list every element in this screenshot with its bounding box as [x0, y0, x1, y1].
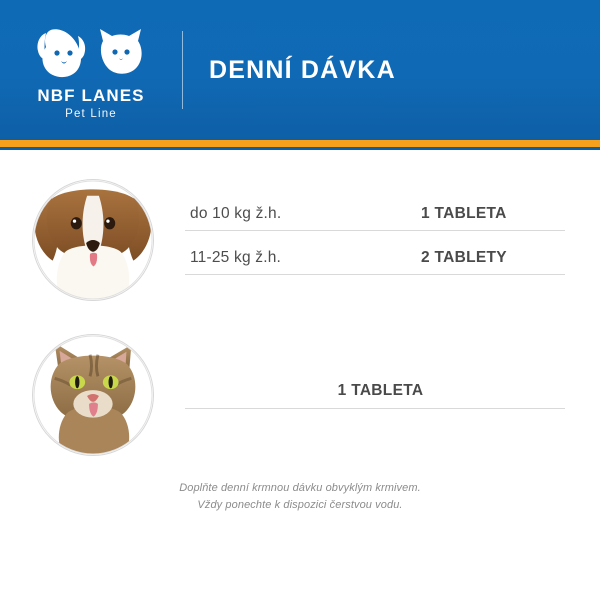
- page-title: DENNÍ DÁVKA: [209, 55, 396, 84]
- dose-row: [185, 205, 565, 231]
- footnote: [0, 480, 600, 514]
- brand-tagline: Pet Line: [65, 107, 117, 120]
- brand-logo: [0, 0, 182, 140]
- dog-dose-list: [185, 205, 600, 275]
- footnote-line-1: Doplňte denní krmnou dávku obvyklým krmivem.: [179, 482, 421, 494]
- footnote-line-2: Vždy ponechte k dispozici čerstvou vodu.: [197, 499, 403, 512]
- dosing-section: [0, 150, 600, 600]
- cat-avatar-column: [0, 334, 185, 456]
- cat-dose-list: [185, 382, 600, 409]
- dog-and-cat-heads-icon: [31, 27, 151, 81]
- dose-amount: 1 TABLETA: [421, 205, 507, 222]
- dose-amount: 2 TABLETY: [421, 249, 507, 266]
- header: [0, 0, 600, 140]
- cat-photo-circle: [32, 334, 154, 456]
- dog-dosing-row: [0, 170, 600, 310]
- dose-row: [185, 249, 565, 275]
- dose-weight: do 10 kg ž.h.: [190, 205, 282, 222]
- brand-name: NBF LANES: [37, 85, 145, 105]
- vertical-divider: [182, 31, 183, 109]
- dog-photo-circle: [32, 179, 154, 301]
- cat-dosing-row: [0, 325, 600, 465]
- dose-row: [185, 382, 565, 409]
- dose-amount: 1 TABLETA: [337, 381, 424, 399]
- dose-weight: 11-25 kg ž.h.: [190, 249, 282, 266]
- dog-avatar-column: [0, 179, 185, 301]
- orange-accent-bar: [0, 140, 600, 147]
